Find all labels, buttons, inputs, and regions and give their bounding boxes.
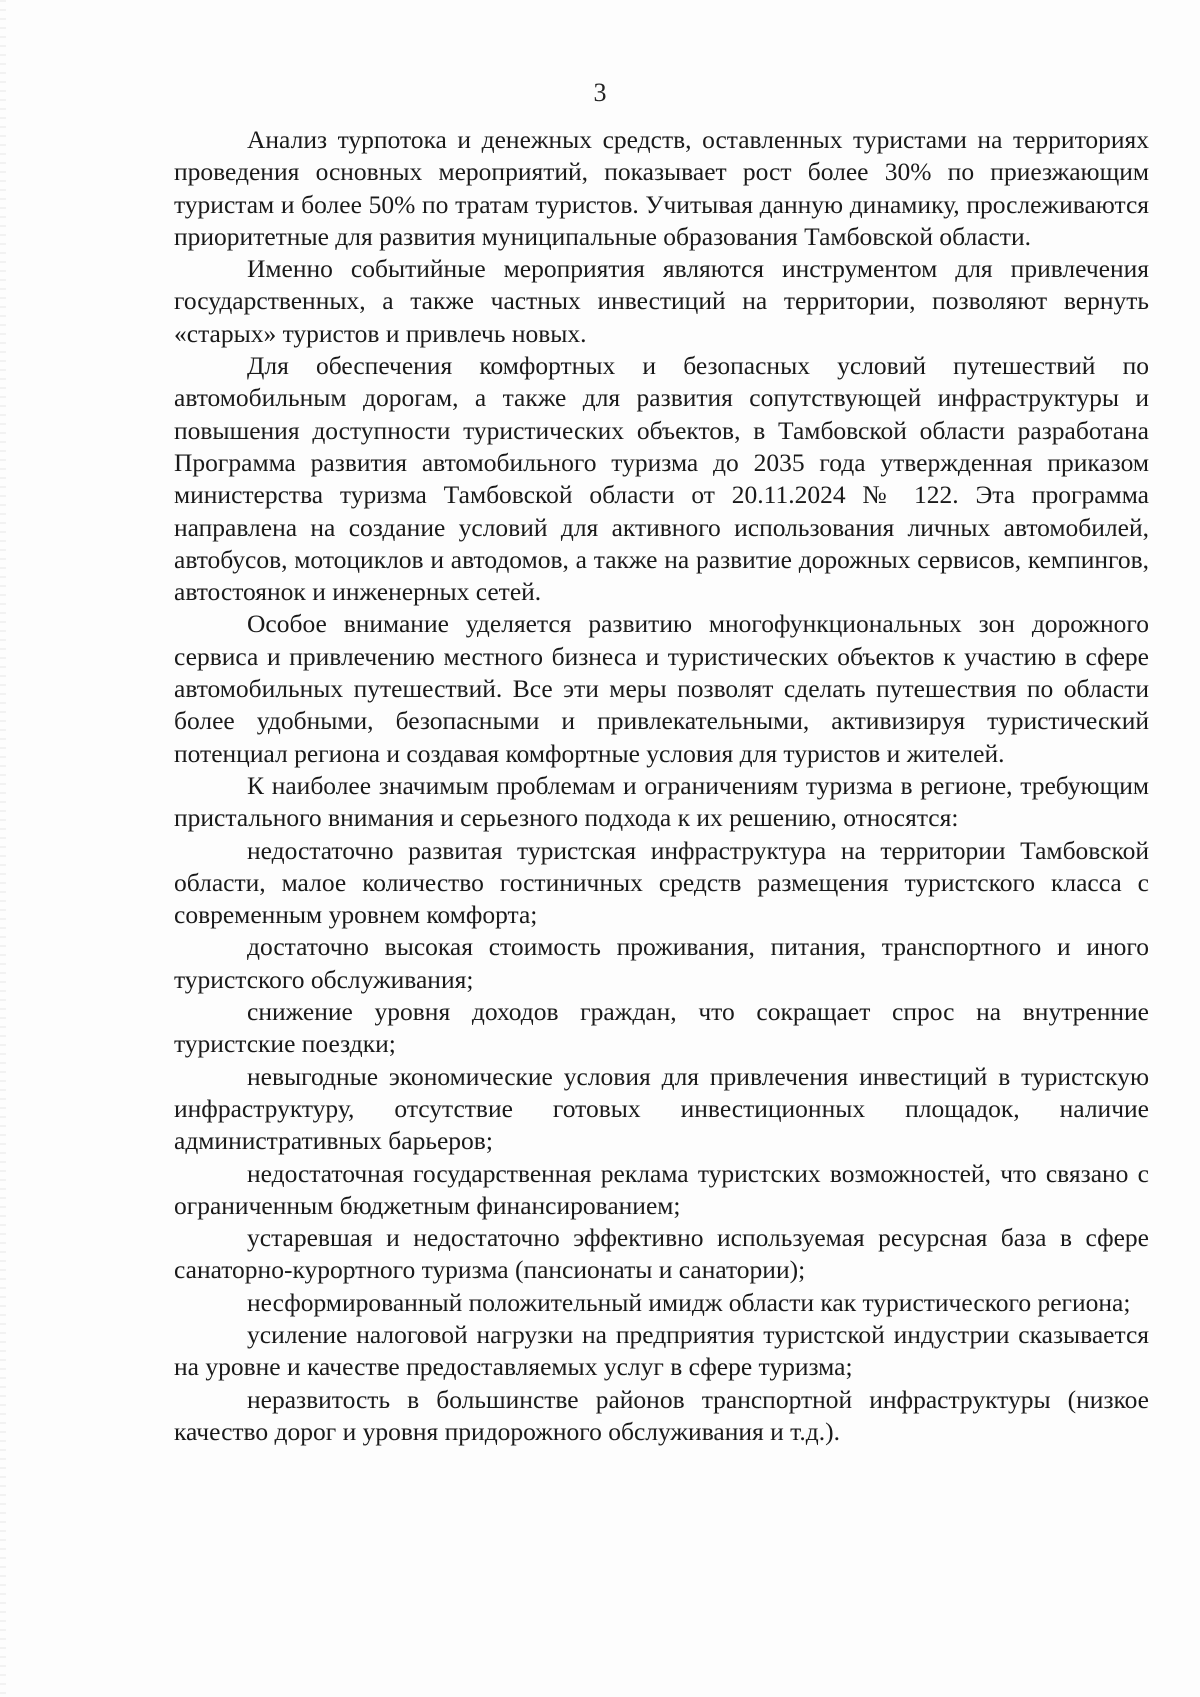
list-item: несформированный положительный имидж области как туристического региона; <box>247 1287 1131 1317</box>
problems-list <box>174 835 1149 1449</box>
list-item: устаревшая и недостаточно эффективно используемая ресурсная база в сфере санаторно-курортного туризма (пансионаты и санатории); <box>174 1223 1149 1285</box>
scan-edge-artifact <box>0 0 6 1697</box>
list-item: достаточно высокая стоимость проживания, питания, транспортного и иного туристского обслуживания; <box>174 932 1149 994</box>
list-item: недостаточно развитая туристская инфраструктура на территории Тамбовской области, малое количество гостиничных средств размещения туристского класса с современным уровнем комфорта; <box>174 835 1149 930</box>
paragraph-auto-tourism-program: Для обеспечения комфортных и безопасных условий путешествий по автомобильным дорогам, а также для развития сопутствующей инфраструктуры и повышения доступности туристических объектов, в Тамбовской области разработана Программа развития автомобильного туризма до 2035 года утвержденная приказом министерства туризма Тамбовской области от 20.11.2024 № 122. Эта программа направлена на создание условий для активного использования личных автомобилей, автобусов, мотоциклов и автодомов, а также на развитие дорожных сервисов, кемпингов, автостоянок и инженерных сетей. <box>174 351 1149 607</box>
list-item: усиление налоговой нагрузки на предприятия туристской индустрии сказывается на уровне и качестве предоставляемых услуг в сфере туризма; <box>174 1319 1149 1382</box>
paragraph-tourist-flow-analysis: Анализ турпотока и денежных средств, оставленных туристами на территориях проведения основных мероприятий, показывает рост более 30% по приезжающим туристам и более 50% по тратам туристов. Учитывая данную динамику, прослеживаются приоритетные для развития муниципальные образования Тамбовской области. <box>174 125 1149 251</box>
page-number: 3 <box>593 78 607 107</box>
document-body <box>174 124 1149 1448</box>
paragraph-road-service-zones: Особое внимание уделяется развитию многофункциональных зон дорожного сервиса и привлечению местного бизнеса и туристических объектов к участию в сфере автомобильных путешествий. Все эти меры позволят сделать путешествия по области более удобными, безопасными и привлекательными, активизируя туристический потенциал региона и создавая комфортные условия для туристов и жителей. <box>174 609 1149 768</box>
paragraph-event-investments: Именно событийные мероприятия являются инструментом для привлечения государственных, а также частных инвестиций на территории, позволяют вернуть «старых» туристов и привлечь новых. <box>174 254 1149 348</box>
list-item: невыгодные экономические условия для привлечения инвестиций в туристскую инфраструктуру, отсутствие готовых инвестиционных площадок, наличие административных барьеров; <box>174 1061 1149 1156</box>
paragraph-problems-intro: К наиболее значимым проблемам и ограничениям туризма в регионе, требующим пристального внимания и серьезного подхода к их решению, относятся: <box>174 770 1149 833</box>
list-item: неразвитость в большинстве районов транспортной инфраструктуры (низкое качество дорог и уровня придорожного обслуживания и т.д.). <box>174 1384 1149 1446</box>
list-item: недостаточная государственная реклама туристских возможностей, что связано с ограниченным бюджетным финансированием; <box>174 1158 1149 1220</box>
list-item: снижение уровня доходов граждан, что сокращает спрос на внутренние туристские поездки; <box>174 997 1149 1059</box>
